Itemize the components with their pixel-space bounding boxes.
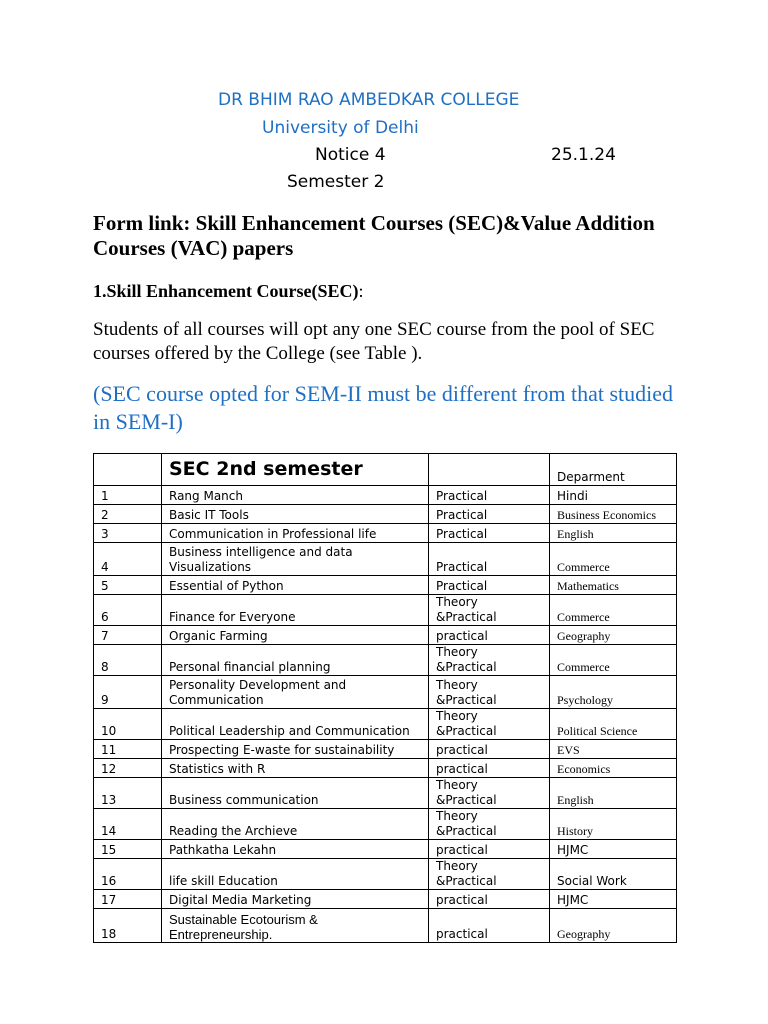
department: Commerce xyxy=(550,595,677,626)
row-number: 18 xyxy=(94,909,162,943)
table-row xyxy=(94,626,677,645)
course-type: practical xyxy=(429,740,550,759)
table-row xyxy=(94,576,677,595)
row-number: 1 xyxy=(94,486,162,505)
table-row xyxy=(94,859,677,890)
row-number: 2 xyxy=(94,505,162,524)
row-number: 13 xyxy=(94,778,162,809)
row-number: 12 xyxy=(94,759,162,778)
row-number: 17 xyxy=(94,890,162,909)
table-row xyxy=(94,524,677,543)
course-name: Pathkatha Lekahn xyxy=(162,840,429,859)
table-row xyxy=(94,676,677,709)
course-type: Theory &Practical xyxy=(429,859,550,890)
department: History xyxy=(550,809,677,840)
row-number: 10 xyxy=(94,709,162,740)
header-blank-cell xyxy=(94,454,162,486)
course-name: Reading the Archieve xyxy=(162,809,429,840)
row-number: 8 xyxy=(94,645,162,676)
course-name: Basic IT Tools xyxy=(162,505,429,524)
department: EVS xyxy=(550,740,677,759)
row-number: 3 xyxy=(94,524,162,543)
course-name: life skill Education xyxy=(162,859,429,890)
table-row xyxy=(94,740,677,759)
course-type: practical xyxy=(429,840,550,859)
course-name: Business communication xyxy=(162,778,429,809)
notice-date: 25.1.24 xyxy=(551,145,616,165)
department: Social Work xyxy=(550,859,677,890)
table-row xyxy=(94,909,677,943)
sec-course-table xyxy=(93,453,677,943)
form-link-heading: Form link: Skill Enhancement Courses (SEC)&Value Addition Courses (VAC) papers xyxy=(93,211,655,260)
department: Geography xyxy=(550,626,677,645)
course-name xyxy=(162,676,429,709)
course-name xyxy=(162,543,429,576)
row-number: 4 xyxy=(94,543,162,576)
course-name: Essential of Python xyxy=(162,576,429,595)
course-type: Theory &Practical xyxy=(429,676,550,709)
department-column-header: Deparment xyxy=(550,454,677,486)
sem-note: (SEC course opted for SEM-II must be different from that studied in SEM-I) xyxy=(93,381,674,434)
department: Hindi xyxy=(550,486,677,505)
department: Mathematics xyxy=(550,576,677,595)
course-name xyxy=(162,909,429,943)
course-type: practical xyxy=(429,890,550,909)
department: Economics xyxy=(550,759,677,778)
section-title-colon: : xyxy=(358,281,364,301)
course-type: practical xyxy=(429,909,550,943)
course-type: practical xyxy=(429,759,550,778)
table-row xyxy=(94,809,677,840)
table-row xyxy=(94,778,677,809)
course-name: Communication in Professional life xyxy=(162,524,429,543)
course-name: Personal financial planning xyxy=(162,645,429,676)
row-number: 11 xyxy=(94,740,162,759)
table-row xyxy=(94,759,677,778)
department: Geography xyxy=(550,909,677,943)
course-name: Finance for Everyone xyxy=(162,595,429,626)
course-type: Theory &Practical xyxy=(429,809,550,840)
course-name-line: Sustainable Ecotourism & xyxy=(169,912,318,927)
course-name-line: Visualizations xyxy=(169,560,252,574)
row-number: 7 xyxy=(94,626,162,645)
table-row xyxy=(94,543,677,576)
college-name: DR BHIM RAO AMBEDKAR COLLEGE xyxy=(218,90,520,110)
course-type: Practical xyxy=(429,486,550,505)
section-title-text: 1.Skill Enhancement Course(SEC) xyxy=(93,281,359,301)
course-type: Practical xyxy=(429,543,550,576)
course-type: Practical xyxy=(429,524,550,543)
table-row xyxy=(94,595,677,626)
row-number: 14 xyxy=(94,809,162,840)
department: Business Economics xyxy=(550,505,677,524)
course-type: Theory &Practical xyxy=(429,645,550,676)
course-name-line: Business intelligence and data xyxy=(169,545,353,559)
course-name: Digital Media Marketing xyxy=(162,890,429,909)
department: Commerce xyxy=(550,645,677,676)
row-number: 5 xyxy=(94,576,162,595)
course-name: Organic Farming xyxy=(162,626,429,645)
table-row xyxy=(94,840,677,859)
row-number: 15 xyxy=(94,840,162,859)
header-blank-cell xyxy=(429,454,550,486)
department: Commerce xyxy=(550,543,677,576)
department: Psychology xyxy=(550,676,677,709)
instruction-paragraph: Students of all courses will opt any one SEC course from the pool of SEC courses offered by the College (see Table ). xyxy=(93,319,655,364)
course-name: Political Leadership and Communication xyxy=(162,709,429,740)
semester-label: Semester 2 xyxy=(287,172,385,192)
table-row xyxy=(94,486,677,505)
course-type: Theory &Practical xyxy=(429,709,550,740)
department: HJMC xyxy=(550,890,677,909)
table-row xyxy=(94,505,677,524)
table-header-row xyxy=(94,454,677,486)
course-name: Prospecting E-waste for sustainability xyxy=(162,740,429,759)
department: English xyxy=(550,524,677,543)
course-type: Practical xyxy=(429,505,550,524)
table-row xyxy=(94,709,677,740)
department: Political Science xyxy=(550,709,677,740)
table-title: SEC 2nd semester xyxy=(162,454,429,486)
course-name-line: Entrepreneurship. xyxy=(169,927,273,942)
course-type: Theory &Practical xyxy=(429,778,550,809)
course-name-line: Communication xyxy=(169,693,264,707)
notice-number: Notice 4 xyxy=(315,145,386,165)
university-name: University of Delhi xyxy=(262,118,419,138)
table-row xyxy=(94,645,677,676)
course-name: Rang Manch xyxy=(162,486,429,505)
row-number: 16 xyxy=(94,859,162,890)
course-type: Practical xyxy=(429,576,550,595)
course-type: practical xyxy=(429,626,550,645)
course-name: Statistics with R xyxy=(162,759,429,778)
course-type: Theory &Practical xyxy=(429,595,550,626)
table-row xyxy=(94,890,677,909)
department: HJMC xyxy=(550,840,677,859)
course-name-line: Personality Development and xyxy=(169,678,347,692)
department: English xyxy=(550,778,677,809)
row-number: 6 xyxy=(94,595,162,626)
row-number: 9 xyxy=(94,676,162,709)
section-title xyxy=(93,281,364,302)
